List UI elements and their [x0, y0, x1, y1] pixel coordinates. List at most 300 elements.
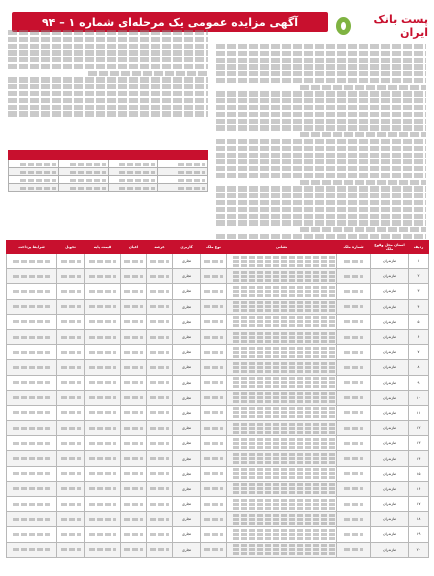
usage-cell: تجاری	[173, 542, 201, 557]
value-cell	[147, 481, 173, 496]
value-cell	[147, 512, 173, 527]
text-line	[216, 105, 426, 110]
value-cell	[121, 314, 147, 329]
value-cell	[337, 451, 371, 466]
intro-text	[216, 44, 426, 244]
value-cell	[85, 436, 121, 451]
value-cell	[85, 345, 121, 360]
value-cell	[7, 512, 57, 527]
text-line	[8, 77, 208, 82]
value-cell	[121, 497, 147, 512]
text-line	[216, 166, 426, 171]
documents-table-header	[9, 151, 208, 160]
column-header: شماره ملک	[337, 241, 371, 254]
text-line	[216, 173, 426, 178]
value-cell	[85, 481, 121, 496]
value-cell	[121, 375, 147, 390]
value-cell	[147, 254, 173, 269]
text-line	[300, 180, 426, 185]
value-cell	[201, 375, 227, 390]
documents-cell	[58, 168, 108, 176]
value-cell	[121, 421, 147, 436]
title-row	[12, 12, 328, 32]
value-cell	[121, 345, 147, 360]
value-cell	[57, 269, 85, 284]
value-cell	[201, 512, 227, 527]
documents-cell	[9, 160, 59, 168]
province-cell: مازندران	[371, 466, 409, 481]
value-cell	[147, 405, 173, 420]
documents-cell	[108, 160, 158, 168]
text-line	[8, 105, 208, 110]
value-cell	[121, 542, 147, 557]
column-header: تحویل	[57, 241, 85, 254]
address-cell	[227, 345, 337, 360]
value-cell	[85, 375, 121, 390]
table-row	[7, 542, 429, 557]
value-cell	[147, 451, 173, 466]
value-cell	[121, 405, 147, 420]
usage-cell: تجاری	[173, 451, 201, 466]
value-cell	[57, 466, 85, 481]
value-cell	[337, 390, 371, 405]
row-cell: ۱۴	[409, 451, 429, 466]
province-cell: مازندران	[371, 497, 409, 512]
usage-cell: تجاری	[173, 269, 201, 284]
row-cell: ۱۳	[409, 436, 429, 451]
value-cell	[7, 436, 57, 451]
row-cell: ۳	[409, 284, 429, 299]
value-cell	[201, 436, 227, 451]
value-cell	[85, 512, 121, 527]
value-cell	[147, 375, 173, 390]
value-cell	[57, 421, 85, 436]
table-row	[7, 436, 429, 451]
value-cell	[57, 481, 85, 496]
row-cell: ۲	[409, 269, 429, 284]
value-cell	[147, 299, 173, 314]
value-cell	[121, 360, 147, 375]
table-row	[7, 527, 429, 542]
value-cell	[147, 269, 173, 284]
value-cell	[57, 360, 85, 375]
usage-cell: تجاری	[173, 360, 201, 375]
column-header: نشانی	[227, 241, 337, 254]
value-cell	[85, 314, 121, 329]
value-cell	[7, 466, 57, 481]
value-cell	[337, 481, 371, 496]
text-line	[216, 91, 426, 96]
column-header: شرایط پرداخت	[7, 241, 57, 254]
column-header: نوع ملک	[201, 241, 227, 254]
value-cell	[337, 360, 371, 375]
value-cell	[337, 512, 371, 527]
value-cell	[201, 497, 227, 512]
address-cell	[227, 360, 337, 375]
text-line	[8, 91, 208, 96]
value-cell	[201, 254, 227, 269]
province-cell: مازندران	[371, 375, 409, 390]
value-cell	[147, 466, 173, 481]
table-row	[7, 329, 429, 344]
value-cell	[121, 466, 147, 481]
documents-cell	[108, 168, 158, 176]
value-cell	[121, 390, 147, 405]
text-line	[216, 112, 426, 117]
text-line	[8, 111, 208, 116]
value-cell	[85, 421, 121, 436]
table-row	[7, 481, 429, 496]
province-cell: مازندران	[371, 512, 409, 527]
province-cell: مازندران	[371, 421, 409, 436]
properties-table	[6, 240, 429, 558]
value-cell	[201, 345, 227, 360]
column-header: کاربری	[173, 241, 201, 254]
value-cell	[201, 466, 227, 481]
value-cell	[57, 314, 85, 329]
value-cell	[201, 390, 227, 405]
value-cell	[121, 436, 147, 451]
documents-table	[8, 150, 208, 192]
value-cell	[57, 497, 85, 512]
row-cell: ۶	[409, 329, 429, 344]
value-cell	[147, 527, 173, 542]
province-cell: مازندران	[371, 405, 409, 420]
value-cell	[57, 405, 85, 420]
value-cell	[201, 527, 227, 542]
documents-cell	[158, 168, 208, 176]
value-cell	[57, 329, 85, 344]
province-cell: مازندران	[371, 299, 409, 314]
value-cell	[121, 527, 147, 542]
value-cell	[85, 527, 121, 542]
text-line	[216, 139, 426, 144]
row-cell: ۹	[409, 375, 429, 390]
value-cell	[7, 360, 57, 375]
row-cell: ۱۱	[409, 405, 429, 420]
documents-column-header	[158, 151, 208, 160]
documents-row	[9, 168, 208, 176]
province-cell: مازندران	[371, 345, 409, 360]
usage-cell: تجاری	[173, 481, 201, 496]
address-cell	[227, 451, 337, 466]
value-cell	[337, 284, 371, 299]
value-cell	[57, 512, 85, 527]
value-cell	[121, 481, 147, 496]
value-cell	[337, 436, 371, 451]
address-cell	[227, 481, 337, 496]
province-cell: مازندران	[371, 284, 409, 299]
row-cell: ۱۶	[409, 481, 429, 496]
address-cell	[227, 314, 337, 329]
value-cell	[201, 451, 227, 466]
value-cell	[147, 329, 173, 344]
address-cell	[227, 497, 337, 512]
value-cell	[337, 405, 371, 420]
province-cell: مازندران	[371, 451, 409, 466]
value-cell	[85, 269, 121, 284]
logo-icon	[336, 17, 351, 35]
table-row	[7, 254, 429, 269]
value-cell	[7, 527, 57, 542]
table-row	[7, 269, 429, 284]
value-cell	[7, 421, 57, 436]
documents-row	[9, 160, 208, 168]
value-cell	[7, 542, 57, 557]
usage-cell: تجاری	[173, 405, 201, 420]
value-cell	[7, 451, 57, 466]
table-row	[7, 421, 429, 436]
text-line	[216, 220, 426, 225]
text-line	[8, 57, 208, 62]
table-row	[7, 451, 429, 466]
province-cell: مازندران	[371, 314, 409, 329]
usage-cell: تجاری	[173, 390, 201, 405]
documents-row	[9, 184, 208, 192]
value-cell	[85, 542, 121, 557]
address-cell	[227, 284, 337, 299]
value-cell	[147, 390, 173, 405]
logo-text: پست بانک ایران	[373, 13, 428, 39]
province-cell: مازندران	[371, 527, 409, 542]
value-cell	[337, 314, 371, 329]
province-cell: مازندران	[371, 542, 409, 557]
value-cell	[7, 481, 57, 496]
address-cell	[227, 466, 337, 481]
value-cell	[7, 390, 57, 405]
text-line	[8, 37, 208, 42]
value-cell	[201, 284, 227, 299]
value-cell	[147, 542, 173, 557]
address-cell	[227, 299, 337, 314]
row-cell: ۱۷	[409, 497, 429, 512]
row-cell: ۲۰	[409, 542, 429, 557]
properties-table-header	[7, 241, 429, 254]
value-cell	[147, 314, 173, 329]
row-cell: ۱	[409, 254, 429, 269]
address-cell	[227, 329, 337, 344]
documents-column-header	[108, 151, 158, 160]
value-cell	[201, 542, 227, 557]
table-row	[7, 360, 429, 375]
documents-cell	[58, 184, 108, 192]
text-line	[300, 132, 426, 137]
address-cell	[227, 269, 337, 284]
value-cell	[147, 421, 173, 436]
documents-cell	[9, 176, 59, 184]
address-cell	[227, 405, 337, 420]
value-cell	[201, 421, 227, 436]
value-cell	[201, 360, 227, 375]
row-cell: ۵	[409, 314, 429, 329]
text-line	[216, 186, 426, 191]
value-cell	[7, 329, 57, 344]
documents-cell	[58, 176, 108, 184]
value-cell	[85, 497, 121, 512]
text-line	[216, 44, 426, 49]
documents-row	[9, 176, 208, 184]
address-cell	[227, 254, 337, 269]
value-cell	[121, 284, 147, 299]
value-cell	[201, 405, 227, 420]
value-cell	[85, 466, 121, 481]
value-cell	[337, 421, 371, 436]
value-cell	[85, 254, 121, 269]
row-cell: ۱۸	[409, 512, 429, 527]
usage-cell: تجاری	[173, 375, 201, 390]
text-line	[8, 50, 208, 55]
value-cell	[57, 451, 85, 466]
value-cell	[337, 527, 371, 542]
text-line	[216, 98, 426, 103]
value-cell	[121, 254, 147, 269]
row-cell: ۱۲	[409, 421, 429, 436]
table-row	[7, 375, 429, 390]
column-header: قیمت پایه	[85, 241, 121, 254]
text-line	[216, 71, 426, 76]
documents-cell	[158, 160, 208, 168]
value-cell	[7, 254, 57, 269]
value-cell	[201, 481, 227, 496]
province-cell: مازندران	[371, 390, 409, 405]
row-cell: ۱۰	[409, 390, 429, 405]
documents-cell	[108, 176, 158, 184]
documents-cell	[158, 184, 208, 192]
row-cell: ۴	[409, 299, 429, 314]
value-cell	[57, 375, 85, 390]
value-cell	[57, 436, 85, 451]
value-cell	[147, 345, 173, 360]
value-cell	[57, 254, 85, 269]
province-cell: مازندران	[371, 254, 409, 269]
text-line	[216, 193, 426, 198]
province-cell: مازندران	[371, 436, 409, 451]
usage-cell: تجاری	[173, 345, 201, 360]
usage-cell: تجاری	[173, 299, 201, 314]
province-cell: مازندران	[371, 329, 409, 344]
table-row	[7, 314, 429, 329]
address-cell	[227, 390, 337, 405]
documents-column-header	[9, 151, 59, 160]
value-cell	[7, 375, 57, 390]
text-line	[300, 227, 426, 232]
text-line	[216, 78, 426, 83]
table-row	[7, 405, 429, 420]
value-cell	[85, 329, 121, 344]
text-line	[216, 159, 426, 164]
conditions-text	[8, 30, 208, 120]
text-line	[216, 146, 426, 151]
value-cell	[201, 269, 227, 284]
value-cell	[85, 299, 121, 314]
province-cell: مازندران	[371, 481, 409, 496]
column-header: استان محل وقوع ملک	[371, 241, 409, 254]
value-cell	[85, 284, 121, 299]
province-cell: مازندران	[371, 269, 409, 284]
value-cell	[7, 314, 57, 329]
text-line	[8, 98, 208, 103]
row-cell: ۷	[409, 345, 429, 360]
value-cell	[7, 269, 57, 284]
text-line	[216, 214, 426, 219]
address-cell	[227, 375, 337, 390]
value-cell	[121, 451, 147, 466]
text-line	[216, 200, 426, 205]
value-cell	[201, 314, 227, 329]
usage-cell: تجاری	[173, 512, 201, 527]
documents-cell	[108, 184, 158, 192]
table-row	[7, 284, 429, 299]
value-cell	[337, 375, 371, 390]
text-line	[216, 51, 426, 56]
text-line	[300, 85, 426, 90]
header	[6, 6, 428, 39]
text-line	[216, 153, 426, 158]
table-row	[7, 390, 429, 405]
text-line	[8, 64, 208, 69]
value-cell	[7, 405, 57, 420]
usage-cell: تجاری	[173, 254, 201, 269]
value-cell	[337, 542, 371, 557]
value-cell	[201, 299, 227, 314]
address-cell	[227, 421, 337, 436]
documents-cell	[9, 184, 59, 192]
value-cell	[121, 269, 147, 284]
value-cell	[7, 497, 57, 512]
text-line	[88, 71, 208, 76]
value-cell	[57, 299, 85, 314]
text-line	[216, 125, 426, 130]
text-line	[216, 64, 426, 69]
value-cell	[7, 299, 57, 314]
text-line	[8, 30, 208, 35]
text-line	[8, 44, 208, 49]
column-header: ردیف	[409, 241, 429, 254]
value-cell	[147, 436, 173, 451]
text-line	[216, 234, 426, 239]
usage-cell: تجاری	[173, 436, 201, 451]
address-cell	[227, 436, 337, 451]
text-line	[8, 84, 208, 89]
value-cell	[337, 466, 371, 481]
value-cell	[57, 527, 85, 542]
usage-cell: تجاری	[173, 329, 201, 344]
column-header: اعیان	[121, 241, 147, 254]
value-cell	[7, 345, 57, 360]
table-row	[7, 345, 429, 360]
usage-cell: تجاری	[173, 421, 201, 436]
address-cell	[227, 542, 337, 557]
text-line	[216, 58, 426, 63]
value-cell	[337, 329, 371, 344]
value-cell	[147, 360, 173, 375]
value-cell	[85, 451, 121, 466]
usage-cell: تجاری	[173, 314, 201, 329]
value-cell	[85, 390, 121, 405]
table-row	[7, 497, 429, 512]
page-title: آگهی مزایده عمومی یک مرحله‌ای شماره ۱ – ۹۴	[12, 12, 328, 32]
value-cell	[121, 329, 147, 344]
documents-cell	[9, 168, 59, 176]
value-cell	[57, 390, 85, 405]
value-cell	[121, 512, 147, 527]
value-cell	[337, 269, 371, 284]
value-cell	[7, 284, 57, 299]
row-cell: ۱۹	[409, 527, 429, 542]
logo	[336, 6, 428, 46]
usage-cell: تجاری	[173, 497, 201, 512]
value-cell	[85, 405, 121, 420]
